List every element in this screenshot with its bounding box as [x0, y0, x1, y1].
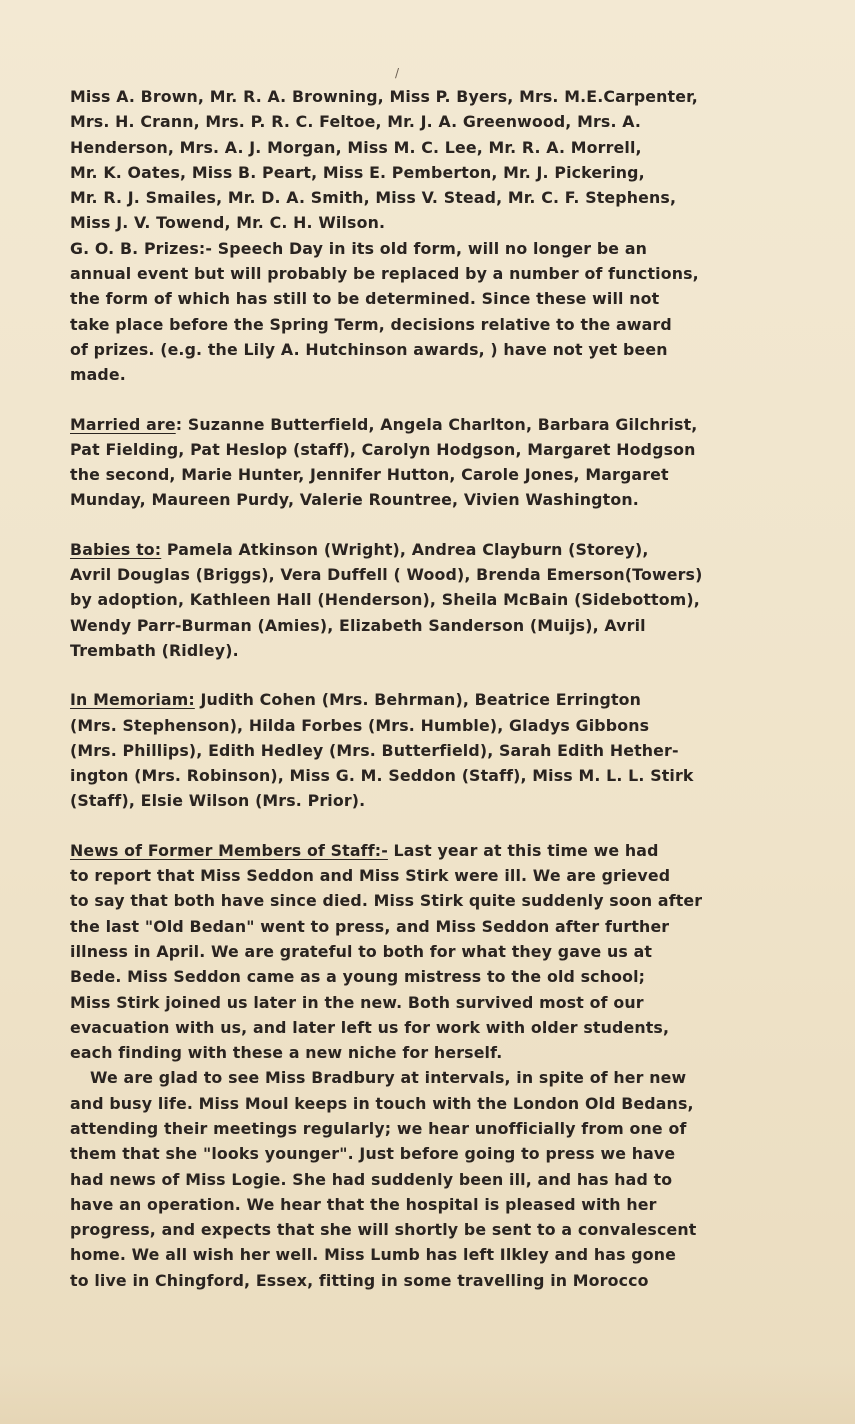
text-line: had news of Miss Logie. She had suddenly been ill, and has had to — [70, 1169, 673, 1189]
text-line — [70, 412, 790, 437]
text-line: of prizes. (e.g. the Lily A. Hutchinson awards, ) have not yet been — [70, 339, 668, 359]
text-line: (Mrs. Stephenson), Hilda Forbes (Mrs. Humble), Gladys Gibbons — [70, 715, 650, 735]
text-line-rest: : Suzanne Butterfield, Angela Charlton, Barbara Gilchrist, — [175, 414, 698, 434]
text-line: Pat Fielding, Pat Heslop (staff), Carolyn Hodgson, Margaret Hodgson — [70, 439, 696, 459]
text-line: Bede. Miss Seddon came as a young mistress to the old school; — [70, 967, 646, 987]
members-paragraph — [70, 84, 790, 236]
document-text — [70, 84, 790, 1293]
text-line: ington (Mrs. Robinson), Miss G. M. Seddon (Staff), Miss M. L. L. Stirk — [70, 766, 694, 786]
paper-edge — [0, 1364, 855, 1424]
memoriam-heading: In Memoriam: — [70, 690, 195, 710]
prizes-paragraph — [70, 236, 790, 388]
text-line: evacuation with us, and later left us for work with older students, — [70, 1017, 670, 1037]
text-line: to report that Miss Seddon and Miss Stirk were ill. We are grieved — [70, 866, 671, 886]
text-line: made. — [70, 365, 126, 385]
text-line: illness in April. We are grateful to both for what they gave us at — [70, 941, 653, 961]
text-line: attending their meetings regularly; we hear unofficially from one of — [70, 1118, 687, 1138]
text-line: take place before the Spring Term, decisions relative to the award — [70, 314, 672, 334]
text-line: Trembath (Ridley). — [70, 640, 239, 660]
text-line-rest: Last year at this time we had — [387, 840, 659, 860]
text-line: Mrs. H. Crann, Mrs. P. R. C. Feltoe, Mr. J. A. Greenwood, Mrs. A. — [70, 112, 642, 132]
text-line: to live in Chingford, Essex, fitting in some travelling in Morocco — [70, 1270, 649, 1290]
text-line: annual event but will probably be replaced by a number of functions, — [70, 264, 699, 284]
text-line: Henderson, Mrs. A. J. Morgan, Miss M. C. Lee, Mr. R. A. Morrell, — [70, 137, 642, 157]
text-line: have an operation. We hear that the hospital is pleased with her — [70, 1194, 657, 1214]
text-line: (Staff), Elsie Wilson (Mrs. Prior). — [70, 791, 366, 811]
babies-paragraph — [70, 537, 790, 663]
text-line: (Mrs. Phillips), Edith Hedley (Mrs. Butterfield), Sarah Edith Hether- — [70, 740, 679, 760]
text-line-rest: Pamela Atkinson (Wright), Andrea Clayburn (Storey), — [161, 539, 649, 559]
text-line: Miss Stirk joined us later in the new. Both survived most of our — [70, 992, 644, 1012]
text-line: the form of which has still to be determined. Since these will not — [70, 289, 660, 309]
text-line: Wendy Parr-Burman (Amies), Elizabeth Sanderson (Muijs), Avril — [70, 615, 646, 635]
text-line: Miss A. Brown, Mr. R. A. Browning, Miss P. Byers, Mrs. M.E.Carpenter, — [70, 87, 698, 106]
babies-heading: Babies to: — [70, 539, 162, 559]
text-line: Mr. K. Oates, Miss B. Peart, Miss E. Pemberton, Mr. J. Pickering, — [70, 162, 645, 182]
text-line: and busy life. Miss Moul keeps in touch with the London Old Bedans, — [70, 1093, 694, 1113]
text-line: Mr. R. J. Smailes, Mr. D. A. Smith, Miss V. Stead, Mr. C. F. Stephens, — [70, 188, 677, 208]
text-line: We are glad to see Miss Bradbury at intervals, in spite of her new — [90, 1068, 687, 1088]
text-line — [70, 687, 790, 712]
text-line: the last "Old Bedan" went to press, and Miss Seddon after further — [70, 916, 670, 936]
staff-news-paragraph — [70, 838, 790, 1293]
page-mark: / — [395, 66, 400, 80]
text-line: them that she "looks younger". Just before going to press we have — [70, 1144, 676, 1164]
text-line: Avril Douglas (Briggs), Vera Duffell ( Wood), Brenda Emerson(Towers) — [70, 565, 703, 585]
text-line — [70, 537, 790, 562]
text-line: G. O. B. Prizes:- Speech Day in its old form, will no longer be an — [70, 238, 648, 258]
memoriam-paragraph — [70, 687, 790, 813]
text-line: Miss J. V. Towend, Mr. C. H. Wilson. — [70, 213, 386, 233]
text-line: the second, Marie Hunter, Jennifer Hutton, Carole Jones, Margaret — [70, 465, 669, 485]
text-line — [70, 838, 790, 863]
text-line: each finding with these a new niche for herself. — [70, 1043, 503, 1063]
text-line: by adoption, Kathleen Hall (Henderson), Sheila McBain (Sidebottom), — [70, 590, 700, 610]
text-line: home. We all wish her well. Miss Lumb has left Ilkley and has gone — [70, 1245, 677, 1265]
text-line: progress, and expects that she will shortly be sent to a convalescent — [70, 1220, 697, 1240]
text-line: Munday, Maureen Purdy, Valerie Rountree, Vivien Washington. — [70, 490, 639, 510]
text-line: to say that both have since died. Miss Stirk quite suddenly soon after — [70, 891, 703, 911]
text-line-rest: Judith Cohen (Mrs. Behrman), Beatrice Errington — [194, 690, 642, 710]
married-paragraph — [70, 412, 790, 513]
staff-news-heading: News of Former Members of Staff:- — [70, 840, 388, 860]
married-heading: Married are — [70, 414, 176, 434]
